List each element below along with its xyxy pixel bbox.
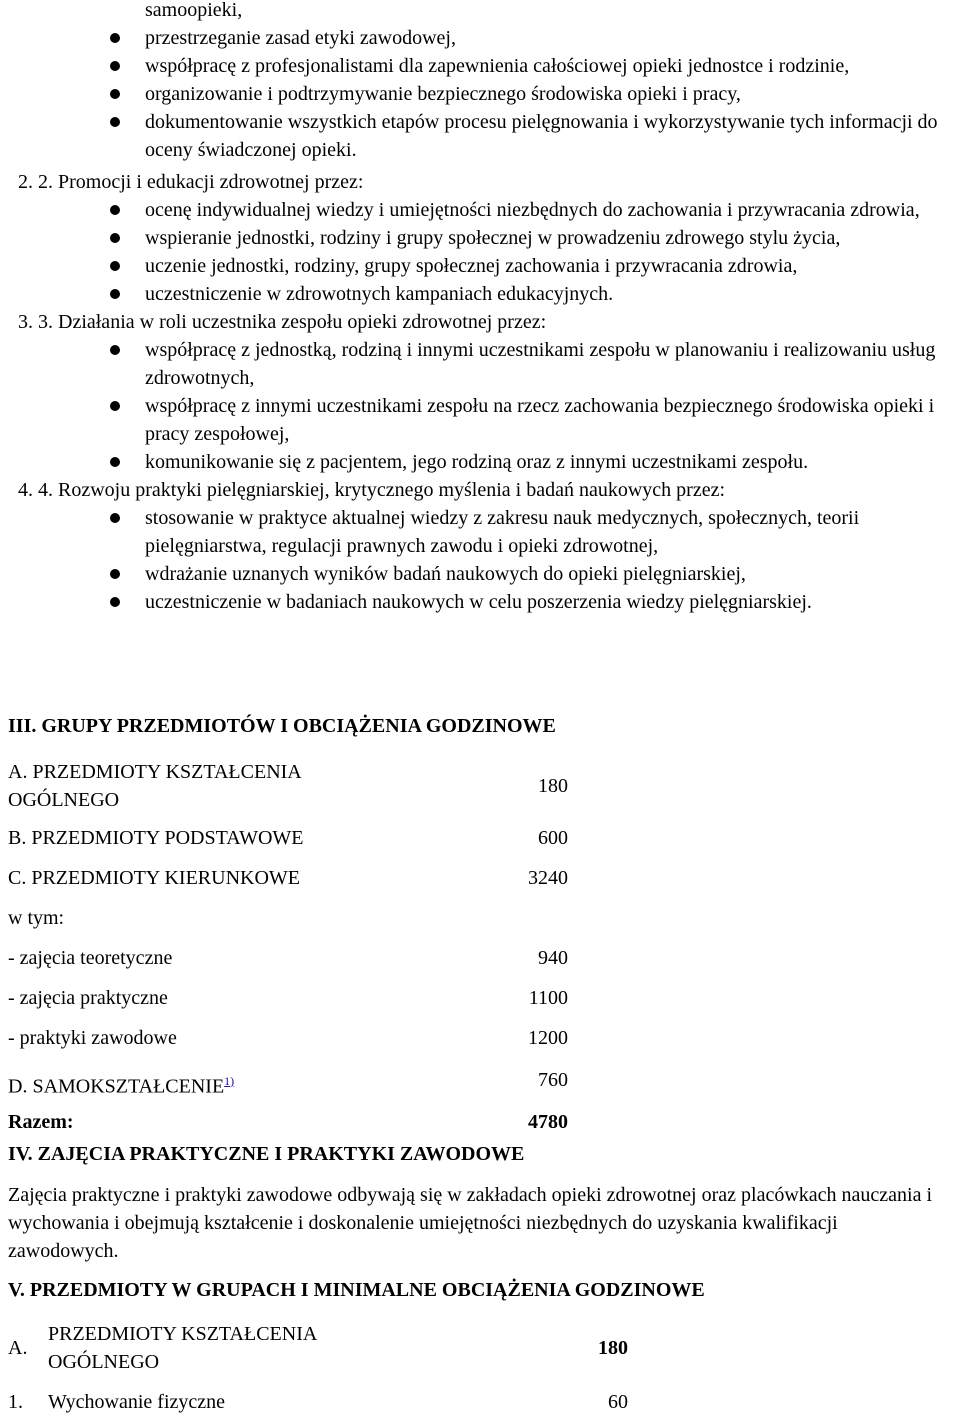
bullet-icon — [110, 89, 120, 99]
list-item: wdrażanie uznanych wyników badań naukowych do opieki pielęgniarskiej, — [0, 560, 960, 588]
section-title: IV. ZAJĘCIA PRAKTYCZNE I PRAKTYKI ZAWODOWE — [8, 1143, 525, 1165]
list-item: współpracę z jednostką, rodziną i innymi uczestnikami zespołu w planowaniu i realizowaniu usług zdrowotnych, — [0, 336, 960, 392]
bullet-icon — [110, 233, 120, 243]
row-label: - praktyki zawodowe — [8, 1027, 177, 1049]
row-label: Razem: — [8, 1111, 74, 1133]
row-label: w tym: — [8, 907, 65, 929]
bullet-icon — [110, 61, 120, 71]
row-value: 1100 — [528, 987, 568, 1009]
footnote-link[interactable]: 1) — [224, 1074, 235, 1088]
section-heading: 3. 3. Działania w roli uczestnika zespołu opieki zdrowotnej przez: — [18, 311, 547, 333]
list-item: ocenę indywidualnej wiedzy i umiejętności niezbędnych do zachowania i przywracania zdrowia, — [0, 196, 960, 224]
list-item: wspieranie jednostki, rodziny i grupy społecznej w prowadzeniu zdrowego stylu życia, — [0, 224, 960, 252]
row-value: 760 — [538, 1069, 568, 1091]
continuation-list — [0, 0, 960, 616]
row-value: 940 — [538, 947, 568, 969]
bullet-icon — [110, 345, 120, 355]
row-value: 3240 — [528, 867, 568, 889]
row-label: C. PRZEDMIOTY KIERUNKOWE — [8, 867, 301, 889]
row-label: A. PRZEDMIOTY KSZTAŁCENIA OGÓLNEGO — [8, 761, 301, 811]
row-number: 1. — [8, 1391, 23, 1413]
list-item: współpracę z innymi uczestnikami zespołu na rzecz zachowania bezpiecznego środowiska opieki i pracy zespołowej, — [0, 392, 960, 448]
bullet-icon — [110, 457, 120, 467]
bullet-icon — [110, 33, 120, 43]
bullet-icon — [110, 569, 120, 579]
row-value: 1200 — [528, 1027, 568, 1049]
row-label: B. PRZEDMIOTY PODSTAWOWE — [8, 827, 304, 849]
row-label: PRZEDMIOTY KSZTAŁCENIA OGÓLNEGO — [48, 1323, 317, 1373]
list-item: stosowanie w praktyce aktualnej wiedzy z zakresu nauk medycznych, społecznych, teorii pielęgniarstwa, regulacji prawnych zawodu i opieki zdrowotnej, — [0, 504, 960, 560]
section-heading: 2. 2. Promocji i edukacji zdrowotnej przez: — [18, 171, 364, 193]
list-item: współpracę z profesjonalistami dla zapewnienia całościowej opieki jednostce i rodzinie, — [0, 52, 960, 80]
bullet-icon — [110, 205, 120, 215]
bullet-icon — [110, 401, 120, 411]
row-number: A. — [8, 1337, 28, 1359]
bullet-icon — [110, 261, 120, 271]
row-label: - zajęcia praktyczne — [8, 987, 168, 1009]
section-paragraph: Zajęcia praktyczne i praktyki zawodowe odbywają się w zakładach opieki zdrowotnej oraz placówkach nauczania i wychowania i obejmują kształcenie i doskonalenie umiejętności niezbędnych do uzyskania kwalifikacji zawodowych. — [8, 1184, 933, 1262]
bullet-icon — [110, 597, 120, 607]
row-value: 4780 — [528, 1111, 568, 1133]
bullet-icon — [110, 117, 120, 127]
section-heading: 4. 4. Rozwoju praktyki pielęgniarskiej, krytycznego myślenia i badań naukowych przez: — [18, 479, 726, 501]
list-item: uczestniczenie w zdrowotnych kampaniach edukacyjnych. — [0, 280, 960, 308]
row-value: 600 — [538, 827, 568, 849]
list-item: przestrzeganie zasad etyki zawodowej, — [0, 24, 960, 52]
list-item: dokumentowanie wszystkich etapów procesu pielęgnowania i wykorzystywanie tych informacji do oceny świadczonej opieki. — [0, 108, 960, 164]
list-item: komunikowanie się z pacjentem, jego rodziną oraz z innymi uczestnikami zespołu. — [0, 448, 960, 476]
list-item: samoopieki, — [145, 0, 243, 21]
list-item: uczestniczenie w badaniach naukowych w celu poszerzenia wiedzy pielęgniarskiej. — [0, 588, 960, 616]
list-item: organizowanie i podtrzymywanie bezpiecznego środowiska opieki i pracy, — [0, 80, 960, 108]
bullet-icon — [110, 289, 120, 299]
row-value: 60 — [608, 1391, 628, 1413]
bullet-icon — [110, 513, 120, 523]
row-value: 180 — [538, 775, 568, 797]
row-value: 180 — [598, 1337, 628, 1359]
row-label: D. SAMOKSZTAŁCENIE$^{1)}$ — [8, 1074, 235, 1098]
list-item: uczenie jednostki, rodziny, grupy społecznej zachowania i przywracania zdrowia, — [0, 252, 960, 280]
section-title: V. PRZEDMIOTY W GRUPACH I MINIMALNE OBCIĄŻENIA GODZINOWE — [8, 1279, 705, 1301]
row-label: Wychowanie fizyczne — [48, 1391, 226, 1413]
section-title: III. GRUPY PRZEDMIOTÓW I OBCIĄŻENIA GODZINOWE — [8, 715, 556, 737]
row-label: - zajęcia teoretyczne — [8, 947, 173, 969]
